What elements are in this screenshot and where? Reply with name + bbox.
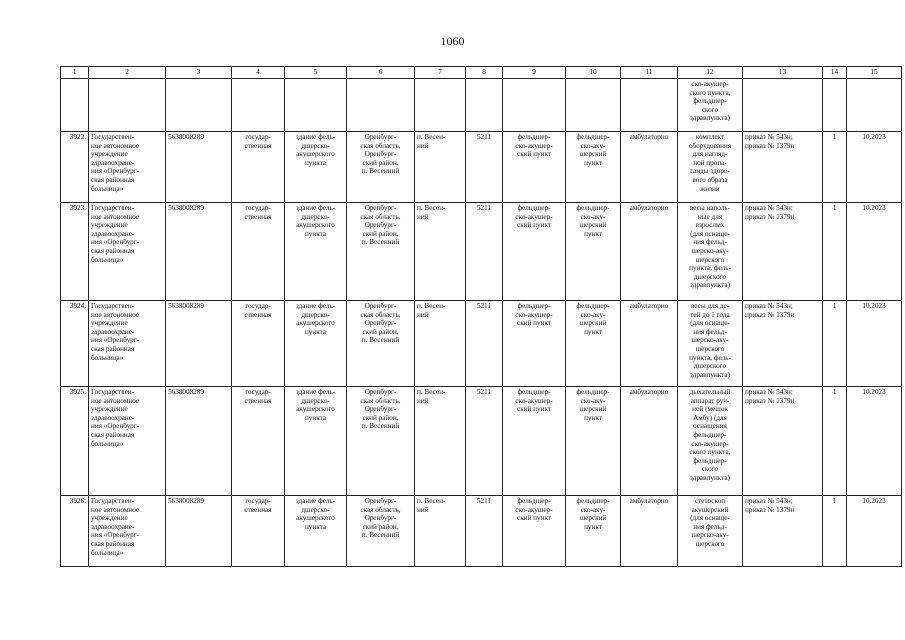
unit-type-cell: фельдшер- ско-аку- шерский пункт [566,132,621,203]
care-form-cell: амбулаторно [621,132,678,203]
address-cell: Оренбург- ская область, Оренбург- ский район, п. Весенний [347,496,415,567]
equipment-cell: весы наполь- ные для взрослых (для оснаще- ния фельд- шерско-аку- шерского пункта, фель- дшерского здравпункта) [678,203,743,301]
organization-cell: Государствен- ное автономное учреждение здравоохране- ния «Оренбург- ская районная больница» [89,203,166,301]
registry-table [60,66,902,567]
quantity-cell: 1 [823,301,847,387]
row-number-cell: 3925. [61,387,89,496]
order-cell: приказ № 543н; приказ № 1379н [743,203,823,301]
care-form-cell: амбулаторно [621,496,678,567]
building-cell: здание фель- дшерско- акушерского пункта [285,301,347,387]
care-form-cell: амбулаторно [621,203,678,301]
order-cell: приказ № 543н; приказ № 1379н [743,387,823,496]
table-row [61,496,902,567]
column-header: 14 [823,67,847,79]
building-cell: здание фель- дшерско- акушерского пункта [285,203,347,301]
care-form-cell: амбулаторно [621,387,678,496]
quantity-cell: 1 [823,387,847,496]
code-cell: 5211 [466,301,503,387]
column-header: 3 [166,67,232,79]
quantity-cell: 1 [823,132,847,203]
ownership-cell: государ- ственная [232,387,285,496]
inn-cell: 5638008289 [166,301,232,387]
row-number-cell: 3923. [61,203,89,301]
unit-cell: фельдшер- ско-акушер- ский пункт [503,387,566,496]
column-header: 10 [566,67,621,79]
date-cell: 10.2023 [847,203,902,301]
table-row [61,132,902,203]
column-header: 8 [466,67,503,79]
table-row [61,301,902,387]
address-cell: Оренбург- ская область, Оренбург- ский район, п. Весенний [347,203,415,301]
settlement-cell: п. Весен- ний [415,301,466,387]
organization-cell: Государствен- ное автономное учреждение здравоохране- ния «Оренбург- ская районная больница» [89,132,166,203]
ownership-cell: государ- ственная [232,132,285,203]
order-cell: приказ № 543н; приказ № 1379н [743,132,823,203]
building-cell: здание фель- дшерско- акушерского пункта [285,132,347,203]
address-cell: Оренбург- ская область, Оренбург- ский район, п. Весенний [347,387,415,496]
address-cell: Оренбург- ская область, Оренбург- ский район, п. Весенний [347,132,415,203]
equipment-cell: весы для де- тей до 1 года (для оснаще- ния фельд- шерско-аку- шерского пункта, фель- дшерского здравпункта) [678,301,743,387]
unit-type-cell: фельдшер- ско-аку- шерский пункт [566,203,621,301]
settlement-cell: п. Весен- ний [415,203,466,301]
column-header: 13 [743,67,823,79]
date-cell: 10.2023 [847,387,902,496]
ownership-cell: государ- ственная [232,203,285,301]
address-cell: Оренбург- ская область, Оренбург- ский район, п. Весенний [347,301,415,387]
unit-type-cell: фельдшер- ско-аку- шерский пункт [566,301,621,387]
unit-cell: фельдшер- ско-акушер- ский пункт [503,203,566,301]
organization-cell: Государствен- ное автономное учреждение здравоохране- ния «Оренбург- ская районная больница» [89,387,166,496]
column-header: 9 [503,67,566,79]
column-header: 7 [415,67,466,79]
equipment-cell: стетоскоп акушерский (для оснаще- ния фельд- шерско-аку- шерского [678,496,743,567]
order-cell: приказ № 543н; приказ № 1379н [743,301,823,387]
settlement-cell: п. Весен- ний [415,496,466,567]
code-cell: 5211 [466,496,503,567]
date-cell: 10.2023 [847,496,902,567]
quantity-cell: 1 [823,496,847,567]
unit-cell: фельдшер- ско-акушер- ский пункт [503,132,566,203]
column-number-row [61,67,902,79]
unit-type-cell: фельдшер- ско-аку- шерский пункт [566,387,621,496]
column-header: 5 [285,67,347,79]
equipment-cell: дыхательный аппарат руч- ной (мешок Амбу) (для оснащения фельдшер- ско-акушер- ского пункта, фельдшер- ского здравпункта) [678,387,743,496]
settlement-cell: п. Весен- ний [415,387,466,496]
ownership-cell: государ- ственная [232,301,285,387]
unit-type-cell: фельдшер- ско-аку- шерский пункт [566,496,621,567]
row-number-cell: 3922. [61,132,89,203]
organization-cell: Государствен- ное автономное учреждение здравоохране- ния «Оренбург- ская районная больница» [89,301,166,387]
table-row [61,387,902,496]
care-form-cell: амбулаторно [621,301,678,387]
column-header: 4 [232,67,285,79]
ownership-cell: государ- ственная [232,496,285,567]
continuation-row [61,79,902,132]
column-header: 6 [347,67,415,79]
column-header: 12 [678,67,743,79]
page-number: 1060 [440,34,465,48]
column-header: 11 [621,67,678,79]
equipment-cell: комплект оборудования для нагляд- ной пропа- ганды здоро- вого образа жизни [678,132,743,203]
inn-cell: 5638008289 [166,496,232,567]
row-number-cell: 3926. [61,496,89,567]
column-header: 2 [89,67,166,79]
column-header: 15 [847,67,902,79]
code-cell: 5211 [466,387,503,496]
equipment-cell: ско-акушер- ского пункта, фельдшер- ского здравпункта) [678,79,743,132]
quantity-cell: 1 [823,203,847,301]
inn-cell: 5638008289 [166,203,232,301]
date-cell: 10.2023 [847,301,902,387]
inn-cell: 5638008289 [166,387,232,496]
order-cell: приказ № 543н; приказ № 1379н [743,496,823,567]
inn-cell: 5638008289 [166,132,232,203]
code-cell: 5211 [466,132,503,203]
code-cell: 5211 [466,203,503,301]
settlement-cell: п. Весен- ний [415,132,466,203]
date-cell: 10.2023 [847,132,902,203]
unit-cell: фельдшер- ско-акушер- ский пункт [503,496,566,567]
table-row [61,203,902,301]
building-cell: здание фель- дшерско- акушерского пункта [285,496,347,567]
unit-cell: фельдшер- ско-акушер- ский пункт [503,301,566,387]
row-number-cell: 3924. [61,301,89,387]
organization-cell: Государствен- ное автономное учреждение здравоохране- ния «Оренбург- ская районная больница» [89,496,166,567]
column-header: 1 [61,67,89,79]
building-cell: здание фель- дшерско- акушерского пункта [285,387,347,496]
